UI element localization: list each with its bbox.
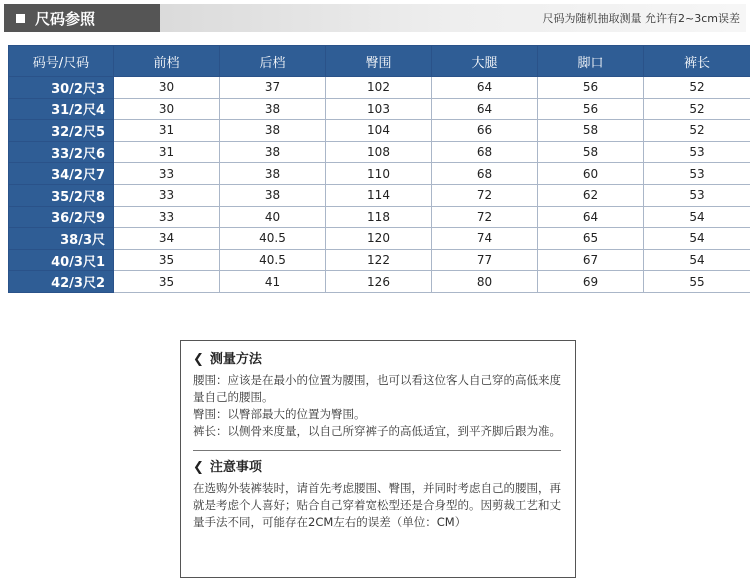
table-cell: 33 xyxy=(114,206,220,228)
table-cell: 56 xyxy=(538,98,644,120)
size-code-cell: 31/2尺4 xyxy=(9,98,114,120)
table-cell: 54 xyxy=(644,228,750,250)
table-cell: 104 xyxy=(326,120,432,142)
table-cell: 68 xyxy=(432,141,538,163)
measure-method-heading xyxy=(193,351,561,368)
table-cell: 77 xyxy=(432,249,538,271)
table-cell: 64 xyxy=(432,98,538,120)
table-cell: 108 xyxy=(326,141,432,163)
size-code-cell: 32/2尺5 xyxy=(9,120,114,142)
table-cell: 62 xyxy=(538,184,644,206)
table-row xyxy=(9,249,750,271)
table-cell: 53 xyxy=(644,141,750,163)
table-cell: 122 xyxy=(326,249,432,271)
table-cell: 72 xyxy=(432,184,538,206)
table-cell: 69 xyxy=(538,271,644,293)
column-header: 大腿 xyxy=(432,46,538,77)
size-code-cell: 42/3尺2 xyxy=(9,271,114,293)
size-chart-table xyxy=(8,45,750,293)
table-cell: 64 xyxy=(538,206,644,228)
table-header-row xyxy=(9,46,750,77)
table-cell: 68 xyxy=(432,163,538,185)
measure-method-title: 测量方法 xyxy=(209,352,262,367)
table-row xyxy=(9,228,750,250)
size-code-cell: 36/2尺9 xyxy=(9,206,114,228)
table-row xyxy=(9,98,750,120)
notice-text: 在选购外装裤装时，请首先考虑腰围、臀围，并同时考虑自己的腰围，再就是考虑个人喜好；贴合自己穿着宽松型还是合身型的。因剪裁工艺和丈量手法不同，可能存在2CM左右的误差（单位：CM） xyxy=(193,481,561,529)
section-title: 尺码参照 xyxy=(35,9,96,28)
hip-instruction: 臀围：以臀部最大的位置为臀围。 xyxy=(193,407,366,421)
table-cell: 37 xyxy=(220,77,326,99)
table-cell: 40.5 xyxy=(220,249,326,271)
table-cell: 114 xyxy=(326,184,432,206)
table-cell: 30 xyxy=(114,77,220,99)
table-cell: 53 xyxy=(644,184,750,206)
chevron-left-icon: ❮ xyxy=(193,460,204,475)
table-cell: 74 xyxy=(432,228,538,250)
size-code-cell: 40/3尺1 xyxy=(9,249,114,271)
table-cell: 40.5 xyxy=(220,228,326,250)
table-cell: 64 xyxy=(432,77,538,99)
table-cell: 31 xyxy=(114,141,220,163)
section-tab xyxy=(4,4,160,32)
table-cell: 54 xyxy=(644,249,750,271)
waist-instruction: 腰围：应该是在最小的位置为腰围，也可以看这位客人自己穿的高低来度量自己的腰围。 xyxy=(193,373,561,404)
table-cell: 54 xyxy=(644,206,750,228)
table-cell: 56 xyxy=(538,77,644,99)
table-row xyxy=(9,163,750,185)
notice-title: 注意事项 xyxy=(209,460,262,475)
table-cell: 80 xyxy=(432,271,538,293)
size-code-cell: 38/3尺 xyxy=(9,228,114,250)
table-cell: 52 xyxy=(644,98,750,120)
table-row xyxy=(9,141,750,163)
table-cell: 38 xyxy=(220,163,326,185)
table-cell: 118 xyxy=(326,206,432,228)
column-header: 码号/尺码 xyxy=(9,46,114,77)
table-cell: 103 xyxy=(326,98,432,120)
table-cell: 38 xyxy=(220,98,326,120)
column-header: 裤长 xyxy=(644,46,750,77)
table-cell: 67 xyxy=(538,249,644,271)
size-code-cell: 33/2尺6 xyxy=(9,141,114,163)
table-cell: 31 xyxy=(114,120,220,142)
table-cell: 35 xyxy=(114,271,220,293)
table-cell: 102 xyxy=(326,77,432,99)
table-cell: 55 xyxy=(644,271,750,293)
divider xyxy=(193,450,561,451)
table-cell: 66 xyxy=(432,120,538,142)
table-cell: 38 xyxy=(220,120,326,142)
table-cell: 72 xyxy=(432,206,538,228)
table-cell: 53 xyxy=(644,163,750,185)
table-cell: 34 xyxy=(114,228,220,250)
table-row xyxy=(9,184,750,206)
notes-panel xyxy=(180,340,576,578)
table-row xyxy=(9,120,750,142)
notice-heading xyxy=(193,459,561,476)
column-header: 臀围 xyxy=(326,46,432,77)
column-header: 后档 xyxy=(220,46,326,77)
table-cell: 35 xyxy=(114,249,220,271)
table-row xyxy=(9,77,750,99)
chevron-left-icon: ❮ xyxy=(193,352,204,367)
table-cell: 65 xyxy=(538,228,644,250)
table-row xyxy=(9,206,750,228)
table-cell: 38 xyxy=(220,141,326,163)
size-code-cell: 30/2尺3 xyxy=(9,77,114,99)
section-header xyxy=(4,4,746,32)
column-header: 前档 xyxy=(114,46,220,77)
table-cell: 58 xyxy=(538,120,644,142)
column-header: 脚口 xyxy=(538,46,644,77)
square-bullet-icon xyxy=(16,14,25,23)
table-cell: 126 xyxy=(326,271,432,293)
table-cell: 41 xyxy=(220,271,326,293)
table-cell: 60 xyxy=(538,163,644,185)
measurement-note: 尺码为随机抽取测量 允许有2~3cm误差 xyxy=(542,12,740,25)
table-cell: 30 xyxy=(114,98,220,120)
size-code-cell: 35/2尺8 xyxy=(9,184,114,206)
table-cell: 40 xyxy=(220,206,326,228)
length-instruction: 裤长：以侧骨来度量，以自己所穿裤子的高低适宜，到平齐脚后跟为准。 xyxy=(193,424,561,438)
table-cell: 38 xyxy=(220,184,326,206)
table-row xyxy=(9,271,750,293)
table-cell: 120 xyxy=(326,228,432,250)
table-cell: 110 xyxy=(326,163,432,185)
table-cell: 58 xyxy=(538,141,644,163)
size-code-cell: 34/2尺7 xyxy=(9,163,114,185)
table-cell: 33 xyxy=(114,184,220,206)
table-cell: 33 xyxy=(114,163,220,185)
table-cell: 52 xyxy=(644,120,750,142)
table-cell: 52 xyxy=(644,77,750,99)
